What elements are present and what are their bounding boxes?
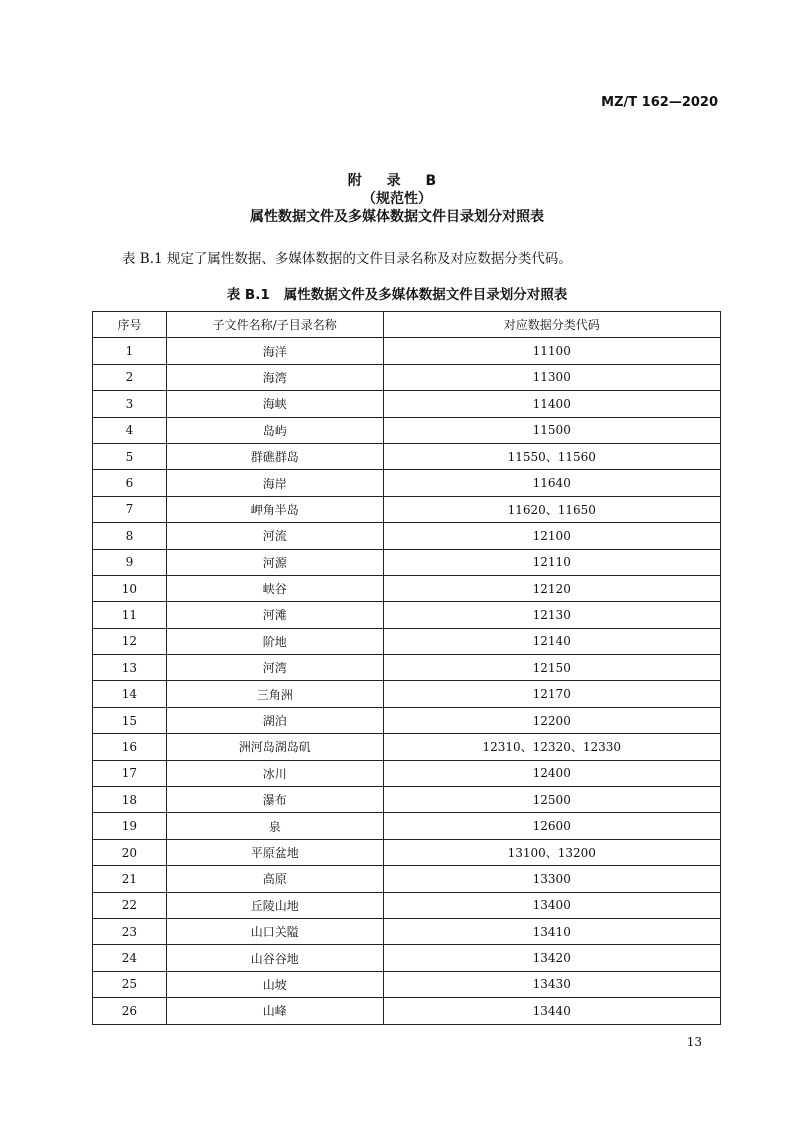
cell-directory-name: 冰川 — [166, 760, 383, 786]
page-number: 13 — [686, 1035, 702, 1049]
cell-directory-name: 群礁群岛 — [166, 443, 383, 469]
cell-directory-name: 泉 — [166, 813, 383, 839]
cell-classification-code: 13410 — [383, 918, 720, 944]
cell-index: 7 — [93, 496, 167, 522]
cell-index: 18 — [93, 787, 167, 813]
table-row — [93, 971, 721, 997]
document-code: MZ/T 162—2020 — [601, 95, 718, 110]
cell-classification-code: 12130 — [383, 602, 720, 628]
table-row — [93, 602, 721, 628]
cell-index: 6 — [93, 470, 167, 496]
cell-classification-code: 12150 — [383, 655, 720, 681]
cell-classification-code: 12310、12320、12330 — [383, 734, 720, 760]
cell-index: 5 — [93, 443, 167, 469]
cell-index: 9 — [93, 549, 167, 575]
annex-name: 属性数据文件及多媒体数据文件目录划分对照表 — [250, 209, 544, 225]
table-row — [93, 866, 721, 892]
cell-directory-name: 岛屿 — [166, 417, 383, 443]
cell-index: 10 — [93, 575, 167, 601]
cell-directory-name: 河滩 — [166, 602, 383, 628]
directory-table — [92, 311, 721, 1025]
cell-index: 19 — [93, 813, 167, 839]
table-row — [93, 338, 721, 364]
cell-directory-name: 峡谷 — [166, 575, 383, 601]
table-row — [93, 918, 721, 944]
header-directory-name: 子文件名称/子目录名称 — [166, 312, 383, 338]
table-header-row — [93, 312, 721, 338]
table-body — [93, 338, 721, 1024]
table-row — [93, 523, 721, 549]
cell-index: 2 — [93, 364, 167, 390]
cell-index: 1 — [93, 338, 167, 364]
cell-index: 4 — [93, 417, 167, 443]
annex-title: 附 录 B — [347, 173, 447, 189]
cell-classification-code: 13420 — [383, 945, 720, 971]
cell-classification-code: 11500 — [383, 417, 720, 443]
cell-directory-name: 三角洲 — [166, 681, 383, 707]
table-row — [93, 760, 721, 786]
cell-index: 21 — [93, 866, 167, 892]
intro-paragraph: 表 B.1 规定了属性数据、多媒体数据的文件目录名称及对应数据分类代码。 — [122, 251, 572, 267]
cell-index: 23 — [93, 918, 167, 944]
cell-directory-name: 瀑布 — [166, 787, 383, 813]
cell-index: 20 — [93, 839, 167, 865]
cell-classification-code: 12110 — [383, 549, 720, 575]
cell-classification-code: 11620、11650 — [383, 496, 720, 522]
cell-classification-code: 13100、13200 — [383, 839, 720, 865]
cell-directory-name: 海洋 — [166, 338, 383, 364]
cell-classification-code: 13440 — [383, 998, 720, 1024]
table-row — [93, 839, 721, 865]
table-row — [93, 443, 721, 469]
cell-directory-name: 河流 — [166, 523, 383, 549]
cell-classification-code: 11400 — [383, 391, 720, 417]
table-row — [93, 707, 721, 733]
cell-classification-code: 11100 — [383, 338, 720, 364]
table-caption-title: 属性数据文件及多媒体数据文件目录划分对照表 — [283, 287, 568, 303]
cell-classification-code: 12170 — [383, 681, 720, 707]
cell-directory-name: 阶地 — [166, 628, 383, 654]
cell-classification-code: 11300 — [383, 364, 720, 390]
cell-index: 11 — [93, 602, 167, 628]
table-caption-number: 表 B.1 — [226, 287, 270, 303]
cell-index: 22 — [93, 892, 167, 918]
cell-directory-name: 海峡 — [166, 391, 383, 417]
cell-classification-code: 11640 — [383, 470, 720, 496]
table-row — [93, 417, 721, 443]
cell-directory-name: 山坡 — [166, 971, 383, 997]
cell-classification-code: 12500 — [383, 787, 720, 813]
table-row — [93, 364, 721, 390]
cell-directory-name: 高原 — [166, 866, 383, 892]
cell-index: 26 — [93, 998, 167, 1024]
cell-classification-code: 12120 — [383, 575, 720, 601]
table-row — [93, 655, 721, 681]
table-row — [93, 787, 721, 813]
cell-directory-name: 山口关隘 — [166, 918, 383, 944]
cell-index: 3 — [93, 391, 167, 417]
table-row — [93, 470, 721, 496]
cell-index: 24 — [93, 945, 167, 971]
cell-directory-name: 岬角半岛 — [166, 496, 383, 522]
header-classification-code: 对应数据分类代码 — [383, 312, 720, 338]
cell-classification-code: 12400 — [383, 760, 720, 786]
cell-index: 12 — [93, 628, 167, 654]
table-row — [93, 496, 721, 522]
cell-classification-code: 13430 — [383, 971, 720, 997]
cell-index: 8 — [93, 523, 167, 549]
cell-classification-code: 13300 — [383, 866, 720, 892]
cell-classification-code: 12100 — [383, 523, 720, 549]
cell-classification-code: 12200 — [383, 707, 720, 733]
cell-directory-name: 湖泊 — [166, 707, 383, 733]
cell-directory-name: 平原盆地 — [166, 839, 383, 865]
table-row — [93, 549, 721, 575]
cell-index: 16 — [93, 734, 167, 760]
table-row — [93, 681, 721, 707]
cell-directory-name: 山谷谷地 — [166, 945, 383, 971]
cell-index: 15 — [93, 707, 167, 733]
cell-directory-name: 海岸 — [166, 470, 383, 496]
cell-index: 13 — [93, 655, 167, 681]
table-row — [93, 945, 721, 971]
table-row — [93, 813, 721, 839]
header-index: 序号 — [93, 312, 167, 338]
cell-directory-name: 洲河岛湖岛矶 — [166, 734, 383, 760]
cell-directory-name: 河源 — [166, 549, 383, 575]
cell-index: 17 — [93, 760, 167, 786]
cell-index: 25 — [93, 971, 167, 997]
table-row — [93, 734, 721, 760]
table-row — [93, 892, 721, 918]
cell-directory-name: 海湾 — [166, 364, 383, 390]
cell-directory-name: 河湾 — [166, 655, 383, 681]
annex-nature: （规范性） — [362, 191, 432, 207]
table-row — [93, 998, 721, 1024]
table-row — [93, 575, 721, 601]
table-row — [93, 391, 721, 417]
cell-directory-name: 山峰 — [166, 998, 383, 1024]
cell-directory-name: 丘陵山地 — [166, 892, 383, 918]
annex-heading — [0, 172, 794, 226]
table-caption — [0, 283, 794, 303]
cell-classification-code: 11550、11560 — [383, 443, 720, 469]
cell-classification-code: 12600 — [383, 813, 720, 839]
cell-classification-code: 13400 — [383, 892, 720, 918]
cell-classification-code: 12140 — [383, 628, 720, 654]
table-row — [93, 628, 721, 654]
cell-index: 14 — [93, 681, 167, 707]
